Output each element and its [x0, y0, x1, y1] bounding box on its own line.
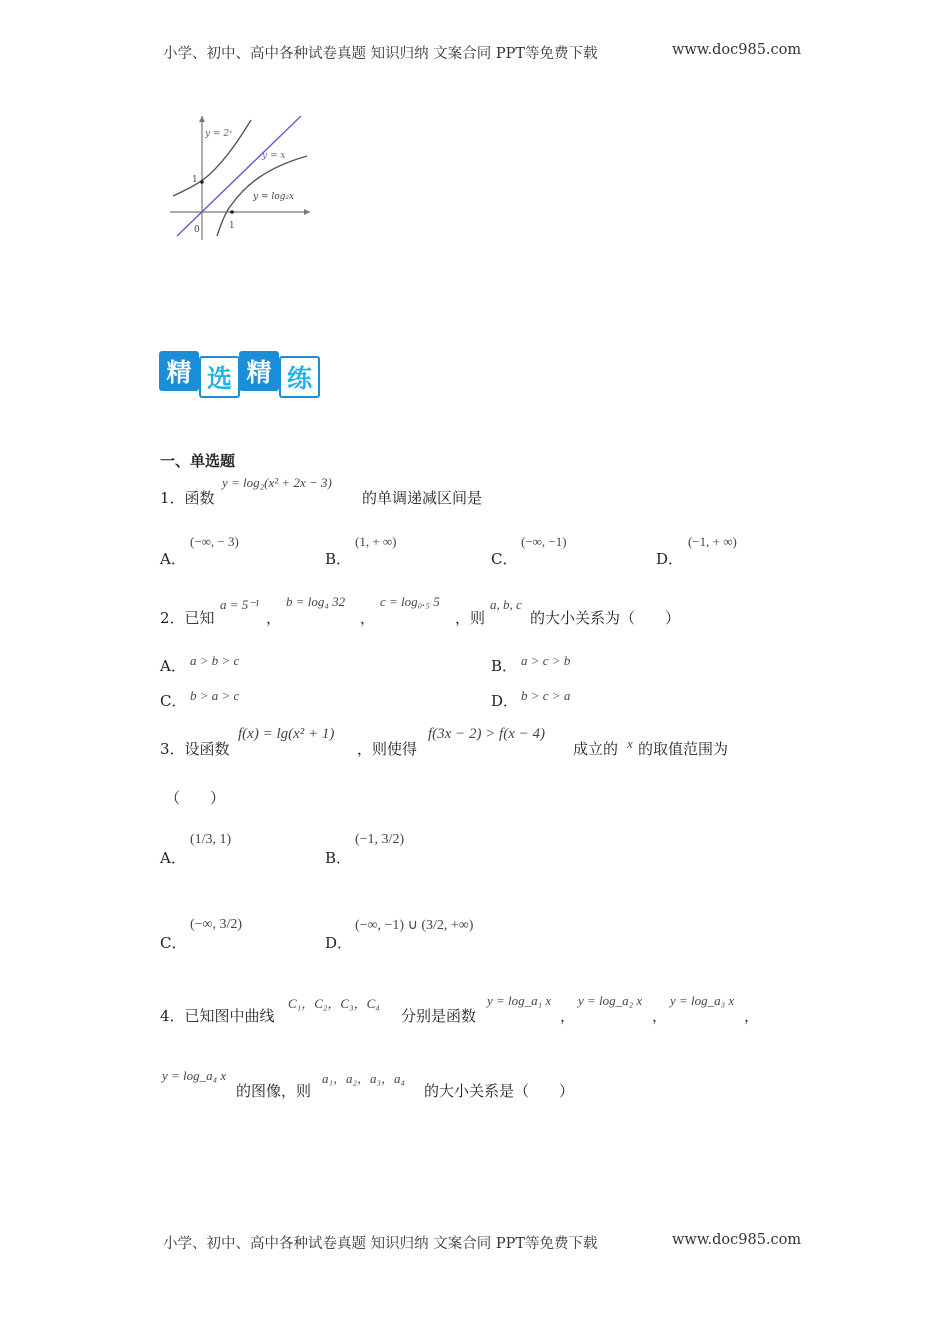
option-value: (−1, + ∞) — [688, 534, 737, 549]
q4-as: a₁，a₂，a₃，a₄ — [322, 1071, 406, 1086]
option-value: (1, + ∞) — [355, 534, 397, 549]
badge-char: 精 — [159, 351, 199, 391]
option-value: (−1, 3/2) — [355, 832, 405, 847]
q1-tail: 的单调递减区间是 — [362, 489, 483, 507]
label-log: y = log₂x — [253, 192, 295, 202]
q1-num: 1．函数 — [160, 489, 215, 507]
option-label: D． — [325, 934, 353, 952]
option-label: A． — [160, 849, 186, 867]
label-exp: y = 2ˣ — [205, 129, 233, 139]
option-value: b > a > c — [190, 688, 240, 703]
q3-ineq: f(3x − 2) > f(x − 4) — [428, 726, 545, 742]
q3-mid2: 成立的 — [573, 740, 619, 758]
q4-f3: y = log_a₃ x — [670, 993, 735, 1008]
option-value: a > b > c — [190, 653, 240, 668]
q2-abc: a, b, c — [490, 597, 522, 612]
q4-sep: ， — [652, 1007, 668, 1025]
option-label: D． — [656, 550, 684, 568]
q4-f1: y = log_a₁ x — [487, 993, 552, 1008]
option-label: C． — [160, 692, 187, 710]
section-title: 一、单选题 — [160, 452, 236, 470]
q1-expr: y = log₂(x² + 2x − 3) — [222, 475, 332, 490]
q2-b: b = log₄ 32 — [286, 594, 346, 609]
q4-mid: 分别是函数 — [401, 1007, 477, 1025]
q2-tail: 的大小关系为（ ） — [530, 609, 681, 627]
q4-sep: ， — [560, 1007, 576, 1025]
option-label: C． — [491, 550, 518, 568]
q2-sep: ， — [266, 609, 282, 627]
footer-text: 小学、初中、高中各种试卷真题 知识归纳 文案合同 PPT等免费下载 — [163, 1236, 598, 1252]
q4-mid2: 的图像，则 — [236, 1082, 312, 1100]
option-value: (−∞, −1) — [521, 534, 567, 549]
q4-sep: ， — [744, 1007, 760, 1025]
q4-f2: y = log_a₂ x — [578, 993, 643, 1008]
option-label: A． — [160, 550, 186, 568]
header-url[interactable]: www.doc985.com — [672, 42, 802, 58]
q3-paren: （ ） — [165, 789, 226, 807]
option-value: b > c > a — [521, 688, 571, 703]
tick-y1: 1 — [192, 175, 198, 185]
q3-tail: 的取值范围为 — [638, 740, 729, 758]
q3-mid: ，则使得 — [357, 740, 418, 758]
option-label: D． — [491, 692, 519, 710]
badge-char: 选 — [199, 356, 240, 398]
q3-num: 3．设函数 — [160, 740, 230, 758]
option-label: B． — [325, 849, 352, 867]
header-text: 小学、初中、高中各种试卷真题 知识归纳 文案合同 PPT等免费下载 — [163, 46, 598, 62]
option-label: C． — [160, 934, 187, 952]
badge-char: 练 — [279, 356, 320, 398]
q4-num: 4．已知图中曲线 — [160, 1007, 275, 1025]
footer-url[interactable]: www.doc985.com — [672, 1232, 802, 1248]
function-graph — [165, 108, 315, 243]
q3-x: x — [627, 736, 633, 751]
q2-then: ，则 — [455, 609, 486, 627]
q3-f: f(x) = lg(x² + 1) — [238, 726, 335, 742]
q2-num: 2．已知 — [160, 609, 215, 627]
option-value: (1/3, 1) — [190, 832, 232, 847]
option-label: A． — [160, 657, 186, 675]
label-identity: y = x — [262, 151, 286, 161]
q4-curves: C₁，C₂，C₃，C₄ — [288, 996, 380, 1011]
option-value: a > c > b — [521, 653, 571, 668]
option-value: (−∞, 3/2) — [190, 917, 243, 932]
option-label: B． — [491, 657, 518, 675]
y-axis-arrow — [199, 116, 205, 122]
q4-tail: 的大小关系是（ ） — [424, 1082, 575, 1100]
x-axis-arrow — [304, 209, 310, 215]
option-value: (−∞, − 3) — [190, 534, 239, 549]
q2-c: c = log₀.₅ 5 — [380, 594, 440, 609]
option-label: B． — [325, 550, 352, 568]
origin-label: 0 — [194, 225, 200, 235]
q2-sep: ， — [360, 609, 376, 627]
option-value: (−∞, −1) ∪ (3/2, +∞) — [355, 918, 474, 933]
tick-x1: 1 — [229, 221, 235, 231]
q2-a: a = 5⁻¹ — [220, 597, 260, 612]
q4-f4: y = log_a₄ x — [162, 1068, 227, 1083]
badge-char: 精 — [239, 351, 279, 391]
